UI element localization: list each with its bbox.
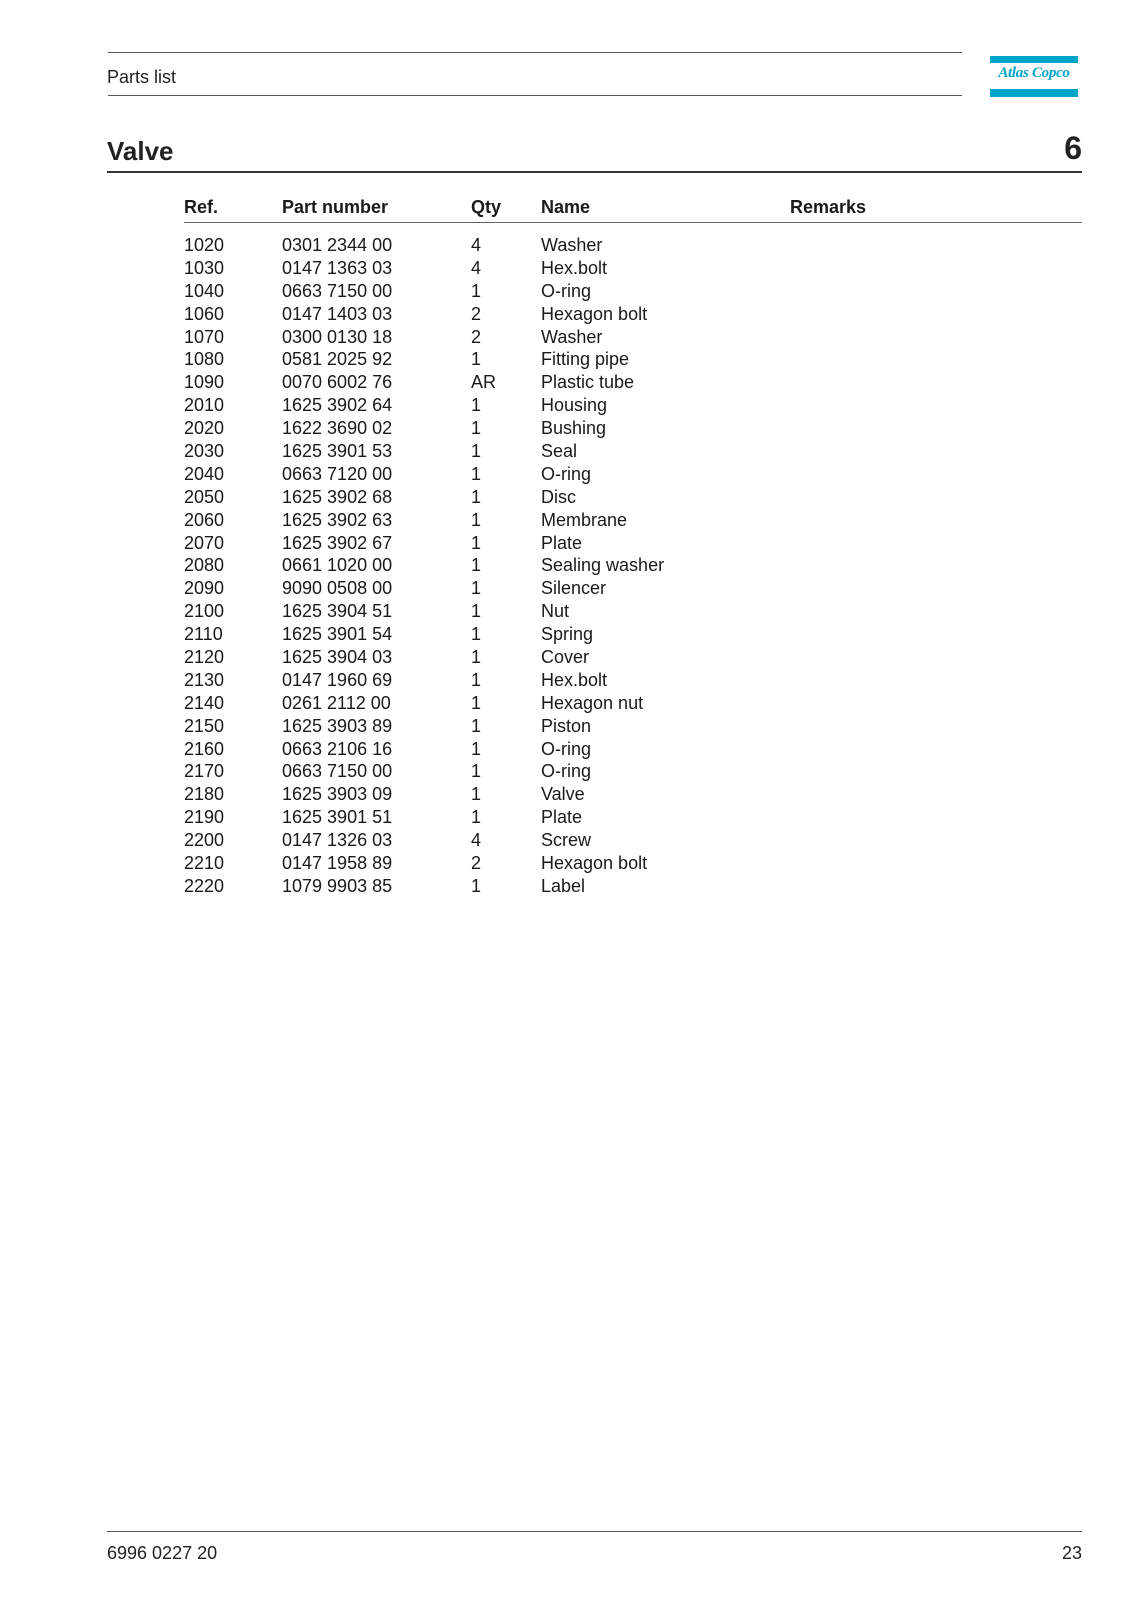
table-row	[184, 577, 1082, 600]
cell-part-number: 0070 6002 76	[282, 372, 393, 393]
cell-qty: 1	[471, 692, 482, 713]
table-row	[184, 440, 1082, 463]
cell-name: Bushing	[541, 418, 607, 439]
cell-name: Disc	[541, 486, 576, 507]
cell-name: Plate	[541, 807, 583, 828]
cell-ref: 2120	[184, 647, 225, 668]
cell-name: Cover	[541, 647, 590, 668]
logo-bottom-bar	[990, 89, 1078, 97]
table-row	[184, 554, 1082, 577]
brand-logo	[990, 56, 1078, 98]
table-row	[184, 715, 1082, 738]
cell-name: Spring	[541, 624, 594, 645]
cell-ref: 2100	[184, 601, 225, 622]
cell-ref: 2210	[184, 853, 225, 874]
cell-qty: 1	[471, 486, 482, 507]
cell-name: Seal	[541, 441, 578, 462]
cell-part-number: 1622 3690 02	[282, 418, 393, 439]
cell-name: Hex.bolt	[541, 669, 608, 690]
cell-ref: 2090	[184, 578, 225, 599]
cell-qty: 1	[471, 441, 482, 462]
table-row	[184, 371, 1082, 394]
column-header-name: Name	[541, 197, 591, 217]
table-row	[184, 760, 1082, 783]
cell-ref: 2150	[184, 715, 225, 736]
cell-qty: AR	[471, 372, 497, 393]
table-row	[184, 509, 1082, 532]
cell-ref: 1080	[184, 349, 225, 370]
cell-name: O-ring	[541, 738, 592, 759]
cell-part-number: 0581 2025 92	[282, 349, 393, 370]
cell-ref: 1070	[184, 326, 225, 347]
cell-qty: 4	[471, 830, 482, 851]
cell-qty: 2	[471, 303, 482, 324]
cell-name: Membrane	[541, 509, 628, 530]
section-rule	[107, 171, 1082, 173]
cell-part-number: 9090 0508 00	[282, 578, 393, 599]
cell-name: Housing	[541, 395, 608, 416]
cell-name: O-ring	[541, 280, 592, 301]
cell-part-number: 1625 3904 03	[282, 647, 393, 668]
cell-qty: 1	[471, 647, 482, 668]
cell-ref: 2170	[184, 761, 225, 782]
cell-name: Hexagon bolt	[541, 303, 648, 324]
table-row	[184, 280, 1082, 303]
cell-qty: 4	[471, 257, 482, 278]
cell-name: Sealing washer	[541, 555, 665, 576]
cell-part-number: 0663 7120 00	[282, 463, 393, 484]
cell-qty: 1	[471, 875, 482, 896]
table-row	[184, 394, 1082, 417]
table-row	[184, 257, 1082, 280]
cell-qty: 1	[471, 349, 482, 370]
cell-ref: 1090	[184, 372, 225, 393]
cell-name: Plate	[541, 532, 583, 553]
header-bottom-rule	[108, 95, 962, 96]
cell-part-number: 0661 1020 00	[282, 555, 393, 576]
cell-qty: 1	[471, 532, 482, 553]
cell-qty: 1	[471, 761, 482, 782]
cell-qty: 1	[471, 509, 482, 530]
cell-part-number: 1625 3901 53	[282, 441, 393, 462]
cell-part-number: 1625 3901 51	[282, 807, 393, 828]
cell-qty: 1	[471, 715, 482, 736]
table-row	[184, 486, 1082, 509]
cell-part-number: 1079 9903 85	[282, 875, 393, 896]
cell-ref: 2010	[184, 395, 225, 416]
cell-name: Plastic tube	[541, 372, 635, 393]
cell-name: Hexagon bolt	[541, 853, 648, 874]
column-header-ref: Ref.	[184, 197, 219, 217]
cell-name: Screw	[541, 830, 592, 851]
cell-name: Washer	[541, 326, 603, 347]
cell-ref: 2220	[184, 875, 225, 896]
section-number: 6	[1064, 130, 1082, 166]
table-row	[184, 783, 1082, 806]
cell-name: Washer	[541, 235, 603, 255]
parts-table	[184, 196, 1082, 896]
cell-part-number: 0301 2344 00	[282, 235, 393, 255]
cell-part-number: 0663 7150 00	[282, 761, 393, 782]
cell-ref: 2160	[184, 738, 225, 759]
cell-ref: 1060	[184, 303, 225, 324]
cell-ref: 2040	[184, 463, 225, 484]
cell-qty: 1	[471, 578, 482, 599]
cell-part-number: 0261 2112 00	[282, 692, 391, 713]
cell-qty: 2	[471, 853, 482, 874]
cell-qty: 1	[471, 601, 482, 622]
cell-ref: 1020	[184, 235, 225, 255]
table-row	[184, 326, 1082, 349]
cell-ref: 1040	[184, 280, 225, 301]
table-row	[184, 417, 1082, 440]
cell-ref: 2080	[184, 555, 225, 576]
cell-qty: 1	[471, 784, 482, 805]
cell-part-number: 0147 1326 03	[282, 830, 393, 851]
table-header-rule	[184, 222, 1082, 223]
cell-qty: 1	[471, 463, 482, 484]
table-body	[184, 234, 1082, 898]
cell-part-number: 0147 1363 03	[282, 257, 393, 278]
cell-qty: 1	[471, 669, 482, 690]
cell-qty: 1	[471, 555, 482, 576]
table-row	[184, 829, 1082, 852]
running-header: Parts list	[107, 67, 177, 87]
table-row	[184, 738, 1082, 761]
cell-ref: 2180	[184, 784, 225, 805]
table-row	[184, 692, 1082, 715]
cell-part-number: 1625 3903 09	[282, 784, 393, 805]
table-row	[184, 463, 1082, 486]
table-row	[184, 234, 1082, 257]
cell-qty: 4	[471, 235, 482, 255]
cell-part-number: 0663 2106 16	[282, 738, 393, 759]
column-header-qty: Qty	[471, 197, 502, 217]
cell-qty: 2	[471, 326, 482, 347]
cell-part-number: 0147 1403 03	[282, 303, 393, 324]
cell-name: Hexagon nut	[541, 692, 644, 713]
cell-ref: 2070	[184, 532, 225, 553]
table-row	[184, 532, 1082, 555]
table-row	[184, 875, 1082, 898]
column-header-part-number: Part number	[282, 197, 389, 217]
table-row	[184, 348, 1082, 371]
cell-qty: 1	[471, 807, 482, 828]
logo-top-bar	[990, 56, 1078, 63]
cell-name: Label	[541, 875, 586, 896]
cell-name: Hex.bolt	[541, 257, 608, 278]
cell-ref: 2030	[184, 441, 225, 462]
cell-ref: 2140	[184, 692, 225, 713]
cell-part-number: 0300 0130 18	[282, 326, 393, 347]
footer-rule	[107, 1531, 1082, 1532]
document-number: 6996 0227 20	[107, 1543, 218, 1563]
cell-ref: 2190	[184, 807, 225, 828]
cell-part-number: 1625 3902 64	[282, 395, 393, 416]
cell-part-number: 1625 3904 51	[282, 601, 393, 622]
cell-part-number: 0147 1958 89	[282, 853, 393, 874]
cell-name: Valve	[541, 784, 585, 805]
table-header-row	[184, 196, 1082, 220]
table-row	[184, 646, 1082, 669]
cell-name: Fitting pipe	[541, 349, 630, 370]
cell-ref: 2060	[184, 509, 225, 530]
cell-name: Silencer	[541, 578, 607, 599]
section-title: Valve	[107, 136, 174, 166]
cell-ref: 2200	[184, 830, 225, 851]
cell-part-number: 1625 3902 68	[282, 486, 393, 507]
cell-qty: 1	[471, 738, 482, 759]
cell-part-number: 1625 3902 63	[282, 509, 393, 530]
table-row	[184, 852, 1082, 875]
table-row	[184, 303, 1082, 326]
table-row	[184, 600, 1082, 623]
cell-name: Nut	[541, 601, 570, 622]
cell-qty: 1	[471, 395, 482, 416]
cell-ref: 2130	[184, 669, 225, 690]
table-row	[184, 669, 1082, 692]
cell-part-number: 1625 3903 89	[282, 715, 393, 736]
cell-ref: 2050	[184, 486, 225, 507]
cell-part-number: 1625 3902 67	[282, 532, 393, 553]
logo-wordmark: Atlas Copco	[998, 65, 1070, 81]
cell-part-number: 0663 7150 00	[282, 280, 393, 301]
header-top-rule	[108, 52, 962, 53]
column-header-remarks: Remarks	[790, 197, 867, 217]
cell-part-number: 0147 1960 69	[282, 669, 393, 690]
table-row	[184, 806, 1082, 829]
cell-ref: 2020	[184, 418, 225, 439]
cell-name: O-ring	[541, 761, 592, 782]
cell-qty: 1	[471, 624, 482, 645]
cell-part-number: 1625 3901 54	[282, 624, 393, 645]
cell-name: Piston	[541, 715, 592, 736]
page-number: 23	[1061, 1543, 1082, 1563]
cell-ref: 1030	[184, 257, 225, 278]
cell-qty: 1	[471, 280, 482, 301]
cell-name: O-ring	[541, 463, 592, 484]
cell-ref: 2110	[184, 624, 223, 645]
cell-qty: 1	[471, 418, 482, 439]
table-row	[184, 623, 1082, 646]
